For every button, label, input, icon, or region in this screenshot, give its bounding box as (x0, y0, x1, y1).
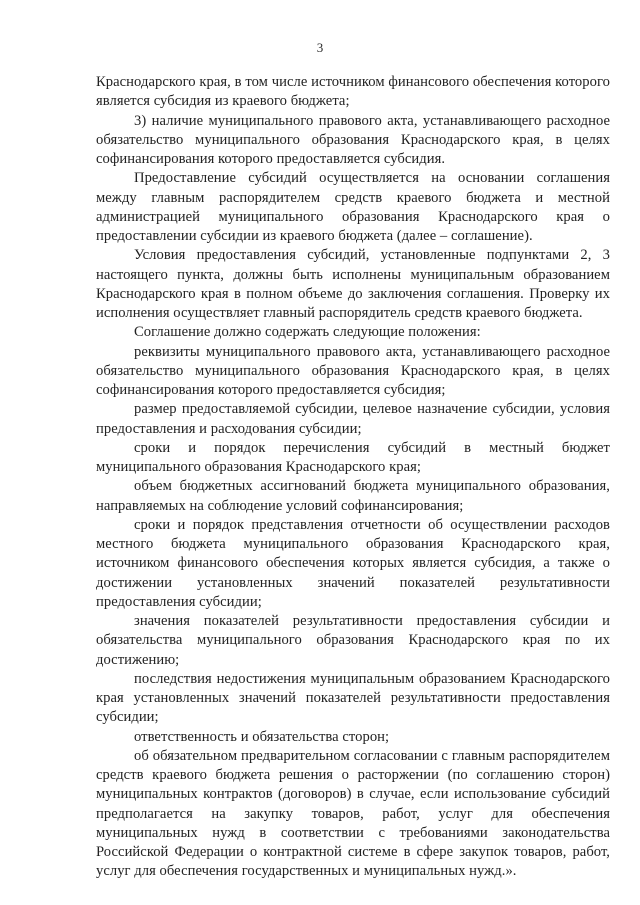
list-item-contract-termination: об обязательном предварительном согласовании с главным распорядителем средств краевого бюджета решения о расторжении (по соглашению сторон) муниципальных контрактов (договоров) в случае, если использование субсидий предполагается на закупку товаров, работ, услуг для обеспечения муниципальных нужд в соответствии с требованиями законодательства Российской Федерации о контрактной системе в сфере закупок товаров, работ, услуг для обеспечения государственных и муниципальных нужд.». (96, 747, 610, 880)
list-item-legal-act-details: реквизиты муниципального правового акта, устанавливающего расходное обязательство муниципального образования Краснодарского края, в целях софинансирования которого предоставляется субсидия; (96, 343, 610, 398)
list-item-budget-allocations: объем бюджетных ассигнований бюджета муниципального образования, направляемых на соблюдение условий софинансирования; (96, 478, 610, 514)
paragraph-conditions-fulfillment: Условия предоставления субсидий, установленные подпунктами 2, 3 настоящего пункта, должны быть исполнены муниципальным образованием Краснодарского края в полном объеме до заключения соглашения. Проверку их исполнения осуществляет главный распорядитель средств краевого бюджета. (96, 247, 610, 321)
list-item-reporting-terms: сроки и порядок представления отчетности об осуществлении расходов местного бюджета муниципального образования Краснодарского края, источником финансового обеспечения которых является субсидия, а также о достижении установленных значений показателей результативности предоставления субсидии; (96, 516, 610, 610)
paragraph-agreement-contents-intro: Соглашение должно содержать следующие положения: (134, 324, 481, 341)
paragraph-agreement-basis: Предоставление субсидий осуществляется на основании соглашения между главным распорядителем средств краевого бюджета и местной администрацией муниципального образования Краснодарского края о предоставлении субсидии из краевого бюджета (далее – соглашение). (96, 170, 610, 244)
paragraph-continuation: Краснодарского края, в том числе источником финансового обеспечения которого является субсидия из краевого бюджета; (96, 74, 610, 110)
paragraph-condition-3: 3) наличие муниципального правового акта, устанавливающего расходное обязательство муниципального образования Краснодарского края, в целях софинансирования которого предоставляется субсидия. (96, 112, 610, 167)
list-item-consequences: последствия недостижения муниципальным образованием Краснодарского края установленных значений показателей результативности предоставления субсидии; (96, 670, 610, 726)
list-item-subsidy-amount: размер предоставляемой субсидии, целевое назначение субсидии, условия предоставления и расходования субсидии; (96, 401, 610, 437)
document-body (96, 73, 610, 882)
list-item-transfer-terms: сроки и порядок перечисления субсидий в местный бюджет муниципального образования Краснодарского края; (96, 439, 610, 475)
list-item-performance-indicators: значения показателей результативности предоставления субсидии и обязательства муниципального образования Краснодарского края по их достижению; (96, 613, 610, 668)
list-item-responsibilities: ответственность и обязательства сторон; (134, 728, 390, 745)
page-number: 3 (316, 40, 324, 55)
